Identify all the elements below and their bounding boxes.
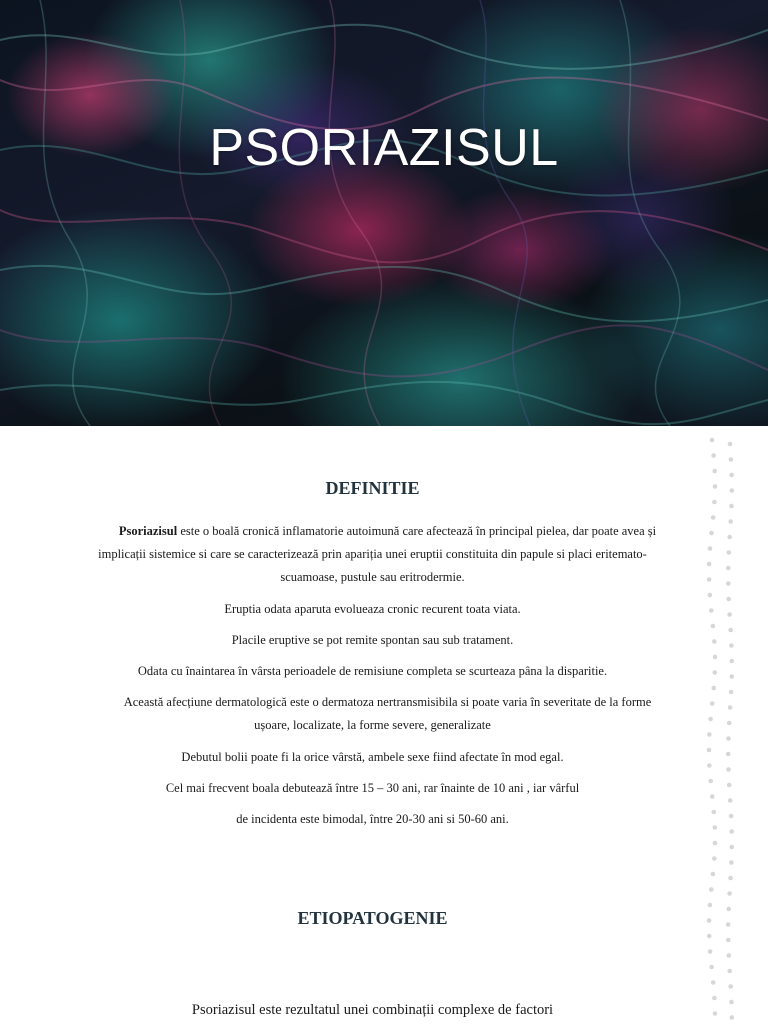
decoration-dot — [728, 628, 733, 633]
decoration-dot — [730, 488, 735, 493]
decoration-dot — [727, 535, 732, 540]
decoration-dot — [709, 965, 714, 970]
decoration-dot — [707, 934, 712, 939]
decoration-dot — [727, 721, 732, 726]
decoration-dot — [726, 907, 731, 912]
decoration-dot — [711, 624, 716, 629]
decoration-dot — [713, 825, 718, 830]
decoration-dot — [708, 903, 713, 908]
decoration-dot — [707, 763, 712, 768]
decoration-dot — [729, 860, 734, 865]
definition-text: este o boală cronică inflamatorie autoimună care afectează în principal pielea, dar poate avea și implicații sistemice si care se caracterizează prin apariția unei eruptii constituita din papule si placi eritemato-scuamoase, pustule sau eritrodermie. — [98, 524, 657, 584]
decoration-dot — [729, 473, 734, 478]
decoration-dot — [727, 891, 732, 896]
decoration-dot — [708, 949, 713, 954]
paragraph-severity: Această afecțiune dermatologică este o dermatoza nertransmisibila si poate varia în severitate de la forme ușoare, localizate, la forme severe, generalizate — [123, 695, 652, 732]
decoration-dot — [712, 856, 717, 861]
decoration-dot — [729, 457, 734, 462]
decoration-dot — [729, 674, 734, 679]
paragraph-frequency: Cel mai frecvent boala debutează între 15 – 30 ani, rar înainte de 10 ani , iar vârful — [165, 781, 580, 795]
paragraph-etiology: Psoriazisul este rezultatul unei combinații complexe de factori — [191, 1002, 554, 1018]
definition-paragraph — [80, 520, 665, 589]
decoration-dot — [707, 732, 712, 737]
decoration-dot — [729, 690, 734, 695]
decoration-dot — [710, 701, 715, 706]
decoration-dot — [729, 504, 734, 509]
section-heading-definitie: DEFINITIE — [325, 478, 420, 498]
decoration-dot — [712, 639, 717, 644]
decoration-dot — [726, 597, 731, 602]
decoration-dot — [711, 980, 716, 985]
decoration-dot — [708, 546, 713, 551]
decoration-dot — [712, 686, 717, 691]
decoration-dot — [708, 717, 713, 722]
decoration-dot — [729, 814, 734, 819]
decoration-dot — [709, 531, 714, 536]
decoration-dot — [711, 515, 716, 520]
page-title: PSORIAZISUL — [209, 119, 559, 177]
decoration-dot — [712, 500, 717, 505]
decoration-dot — [713, 484, 718, 489]
decoration-dot — [707, 918, 712, 923]
decoration-dot — [730, 659, 735, 664]
paragraph-evolution: Eruptia odata aparuta evolueaza cronic recurent toata viata. — [224, 602, 521, 616]
marble-texture-image — [0, 0, 768, 426]
decoration-dot — [710, 794, 715, 799]
decoration-dot — [713, 841, 718, 846]
decoration-dot — [729, 643, 734, 648]
decoration-dot — [711, 453, 716, 458]
decoration-dot — [728, 798, 733, 803]
decoration-dot — [727, 953, 732, 958]
decoration-dot — [711, 872, 716, 877]
decoration-dot — [729, 1000, 734, 1005]
decoration-dot — [726, 938, 731, 943]
paragraph-incidence: de incidenta este bimodal, între 20-30 ani si 50-60 ani. — [236, 812, 509, 826]
hero-banner — [0, 0, 768, 426]
decoration-dot — [708, 593, 713, 598]
decoration-dot — [726, 581, 731, 586]
decoration-dot — [727, 969, 732, 974]
decoration-dot — [712, 810, 717, 815]
definition-term: Psoriazisul — [118, 524, 178, 538]
decoration-dot — [708, 779, 713, 784]
decoration-dot — [709, 887, 714, 892]
decoration-dot — [728, 984, 733, 989]
decoration-dot — [726, 566, 731, 571]
decoration-dot — [727, 612, 732, 617]
decoration-dot — [730, 845, 735, 850]
section-heading-etiopatogenie: ETIOPATOGENIE — [297, 908, 448, 928]
dotted-decoration — [706, 436, 740, 1024]
paragraph-onset: Debutul bolii poate fi la orice vârstă, ambele sexe fiind afectate în mod egal. — [181, 750, 564, 764]
decoration-dot — [726, 752, 731, 757]
decoration-dot — [707, 577, 712, 582]
decoration-dot — [713, 1011, 718, 1016]
decoration-dot — [707, 562, 712, 567]
decoration-dot — [713, 670, 718, 675]
decoration-dot — [707, 748, 712, 753]
decoration-dot — [727, 783, 732, 788]
decoration-dot — [727, 550, 732, 555]
decoration-dot — [709, 608, 714, 613]
decoration-dot — [712, 469, 717, 474]
document-body — [0, 426, 768, 1024]
decoration-dot — [710, 438, 715, 443]
decoration-dot — [726, 767, 731, 772]
paragraph-remission: Placile eruptive se pot remite spontan sau sub tratament. — [231, 633, 514, 647]
paragraph-age: Odata cu înaintarea în vârsta perioadele de remisiune completa se scurteaza pâna la disparitie. — [137, 664, 608, 678]
decoration-dot — [728, 442, 733, 447]
decoration-dot — [728, 876, 733, 881]
decoration-dot — [713, 655, 718, 660]
decoration-dot — [712, 996, 717, 1001]
decoration-dot — [726, 736, 731, 741]
decoration-dot — [728, 519, 733, 524]
decoration-dot — [728, 705, 733, 710]
decoration-dot — [729, 829, 734, 834]
decoration-dot — [730, 1015, 735, 1020]
decoration-dot — [726, 922, 731, 927]
